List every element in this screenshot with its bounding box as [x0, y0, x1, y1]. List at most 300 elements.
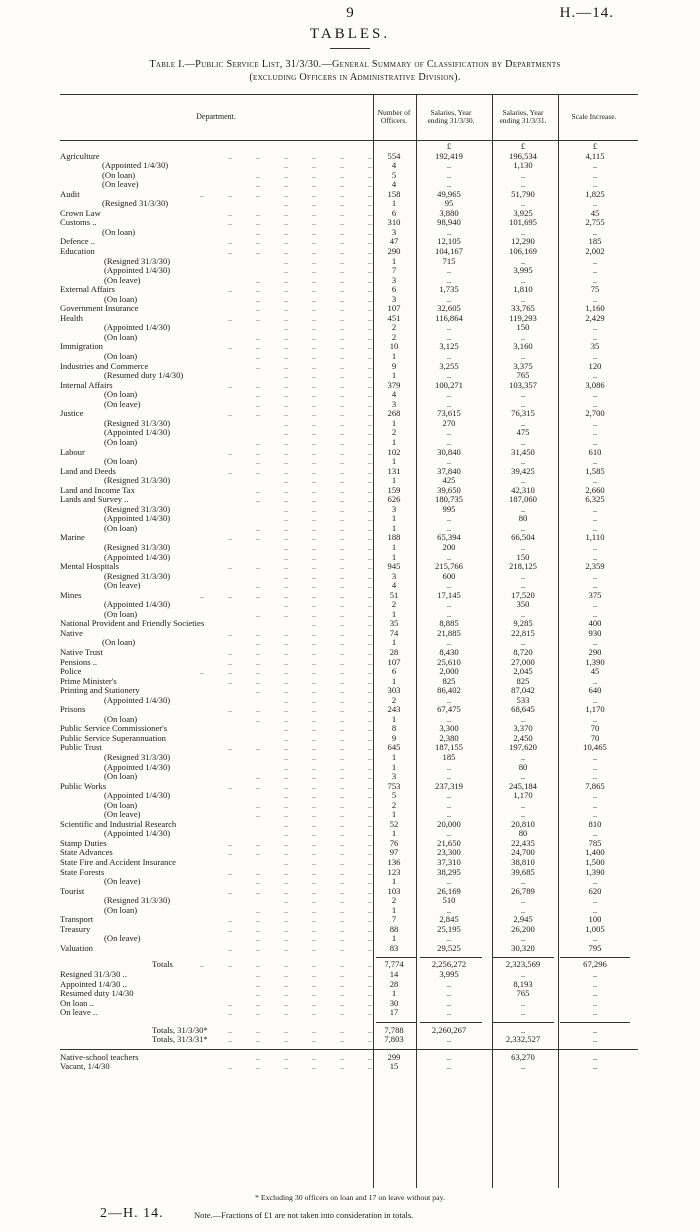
row-salary-1930: 49,965	[437, 188, 461, 199]
table-row	[60, 333, 638, 343]
table-row	[60, 696, 638, 706]
row-salary-1931: 30,320	[511, 942, 535, 953]
row-scale-increase: ..	[592, 417, 598, 428]
row-leader-dots: .. .. .. ..	[284, 428, 372, 438]
row-salary-1930: 2,845	[439, 914, 459, 925]
row-department: (Appointed 1/4/30)	[104, 266, 171, 276]
row-leader-dots: .. .. .. .. .. .. ..	[200, 960, 372, 970]
row-scale-increase: 400	[588, 618, 602, 629]
row-leader-dots: .. .. .. .. ..	[256, 294, 372, 304]
row-salary-1930: ..	[446, 522, 452, 533]
row-salary-1931: £	[520, 141, 526, 151]
row-department: Lands and Survey ..	[60, 495, 129, 505]
table-row	[60, 161, 638, 171]
row-salary-1930: ..	[446, 322, 452, 333]
row-scale-increase: ..	[592, 790, 598, 801]
row-scale-increase: 2,002	[585, 246, 605, 257]
row-number: 1	[391, 456, 397, 467]
row-number: 1	[391, 988, 397, 999]
table-row	[60, 562, 638, 572]
row-department: (On loan)	[104, 800, 138, 810]
row-department: Health	[60, 313, 83, 323]
row-leader-dots: .. .. .. .. ..	[256, 989, 372, 999]
table-row	[60, 323, 638, 333]
row-leader-dots: .. .. .. .. ..	[256, 304, 372, 314]
table-row	[60, 896, 638, 906]
row-leader-dots: .. .. .. .. .. ..	[228, 1035, 372, 1045]
row-number: 28	[389, 978, 399, 989]
row-salary-1930: ..	[446, 1007, 452, 1018]
row-leader-dots: .. .. .. .. .. ..	[228, 466, 372, 476]
row-scale-increase: 785	[588, 837, 602, 848]
row-department: Public Works	[60, 781, 107, 791]
row-scale-increase: 120	[588, 360, 602, 371]
row-number: 3	[391, 274, 397, 285]
table-row	[60, 820, 638, 830]
row-number: 310	[387, 217, 401, 228]
table-row	[60, 295, 638, 305]
row-number: 2	[391, 895, 397, 906]
table-row	[60, 448, 638, 458]
row-leader-dots: .. .. .. .. .. ..	[228, 781, 372, 791]
row-leader-dots: .. .. .. .. .. ..	[228, 838, 372, 848]
row-number: 15	[389, 1061, 399, 1072]
row-salary-1931: ..	[520, 398, 526, 409]
row-scale-increase: ..	[592, 541, 598, 552]
row-scale-increase: ..	[592, 551, 598, 562]
row-number: 4	[391, 580, 397, 591]
row-salary-1931: 38,810	[511, 857, 535, 868]
page-number: 9	[346, 5, 354, 21]
row-department: Prime Minister's	[60, 676, 117, 686]
row-salary-1931: 12,290	[511, 236, 535, 247]
row-scale-increase: 35	[590, 341, 600, 352]
page-reference: H.—14.	[559, 5, 614, 21]
row-leader-dots: .. .. .. ..	[284, 199, 372, 209]
row-salary-1931: ..	[520, 608, 526, 619]
row-salary-1930: 215,766	[435, 561, 463, 572]
row-salary-1931: 197,620	[509, 742, 537, 753]
row-number: 1	[391, 675, 397, 686]
row-scale-increase: 640	[588, 685, 602, 696]
row-scale-increase: ..	[592, 513, 598, 524]
row-number: 1	[391, 933, 397, 944]
row-department: Agriculture	[60, 151, 100, 161]
row-department: (Appointed 1/4/30)	[104, 428, 171, 438]
row-scale-increase: 1,585	[585, 465, 605, 476]
table-body	[60, 142, 638, 1072]
row-department: (Appointed 1/4/30)	[102, 161, 169, 171]
row-scale-increase: ..	[592, 503, 598, 514]
row-number: 3	[391, 226, 397, 237]
row-salary-1931: ..	[520, 169, 526, 180]
row-leader-dots: .. .. ..	[312, 619, 372, 629]
row-salary-1930: 20,000	[437, 818, 461, 829]
header-scale-increase: Scale Increase.	[571, 111, 617, 121]
row-department: (Resigned 31/3/30)	[104, 476, 171, 486]
row-salary-1930: 21,650	[437, 837, 461, 848]
row-scale-increase: ..	[592, 265, 598, 276]
row-leader-dots: .. .. .. .. .. ..	[228, 562, 372, 572]
row-number: 1	[391, 752, 397, 762]
row-salary-1931: 51,790	[511, 188, 535, 199]
row-salary-1931: 33,765	[511, 303, 535, 314]
table-row	[60, 419, 638, 429]
table-row	[60, 944, 638, 954]
row-leader-dots: .. .. .. .. ..	[256, 970, 372, 980]
row-number: 136	[387, 857, 401, 868]
row-department: Public Trust	[60, 743, 102, 753]
row-department: (On loan)	[104, 390, 138, 400]
row-department: (On loan)	[104, 352, 138, 362]
row-salary-1930: 2,380	[439, 732, 459, 743]
row-leader-dots: .. .. .. .. ..	[256, 390, 372, 400]
row-department: Public Service Superannuation	[60, 733, 166, 743]
total-rule	[420, 957, 482, 958]
row-scale-increase: ..	[592, 997, 598, 1008]
row-department: (On loan)	[104, 609, 138, 619]
row-department: (On loan)	[104, 523, 138, 533]
row-number: 7	[391, 914, 397, 925]
row-leader-dots: .. .. .. ..	[284, 266, 372, 276]
table-row	[60, 658, 638, 668]
row-number: 1	[391, 522, 397, 533]
row-number: 188	[387, 532, 401, 543]
row-number: 76	[389, 837, 399, 848]
row-scale-increase: 1,825	[585, 188, 605, 199]
row-department: (On leave)	[102, 180, 139, 190]
row-salary-1931: ..	[520, 351, 526, 362]
row-department: Police	[60, 667, 82, 677]
row-number: 6	[391, 207, 397, 218]
row-leader-dots: .. .. .. ..	[284, 858, 372, 868]
row-salary-1931: ..	[520, 1007, 526, 1018]
table-row	[60, 734, 638, 744]
table-row	[60, 1008, 638, 1018]
row-number: 9	[391, 732, 397, 743]
row-salary-1931: 8,720	[513, 646, 533, 657]
row-number: 88	[389, 923, 399, 934]
row-number: 3	[391, 398, 397, 409]
row-salary-1930: ..	[446, 1051, 452, 1062]
row-number: 1	[391, 761, 397, 772]
row-scale-increase: ..	[592, 293, 598, 304]
row-scale-increase: 620	[588, 885, 602, 896]
row-number: 1	[391, 370, 397, 381]
row-department: (Appointed 1/4/30)	[104, 552, 171, 562]
row-spacer	[60, 1045, 638, 1053]
row-leader-dots: .. .. .. ..	[284, 256, 372, 266]
row-salary-1931: ..	[520, 293, 526, 304]
table-row	[60, 839, 638, 849]
table-row	[60, 810, 638, 820]
row-department: Native Trust	[60, 647, 103, 657]
row-salary-1931: 9,285	[513, 618, 533, 629]
row-number: 1	[391, 876, 397, 887]
row-salary-1930: 180,735	[435, 494, 463, 505]
row-department: (Resumed duty 1/4/30)	[104, 371, 184, 381]
row-salary-1931: 765	[516, 988, 530, 999]
row-leader-dots: .. .. .. ..	[284, 542, 372, 552]
row-department: Resumed duty 1/4/30	[60, 989, 134, 999]
row-leader-dots: .. .. .. .. .. ..	[228, 657, 372, 667]
row-scale-increase: 45	[590, 666, 600, 677]
table-row	[60, 505, 638, 515]
total-rule	[560, 957, 630, 958]
table-row	[60, 848, 638, 858]
row-number: 1	[391, 475, 397, 486]
table-row	[60, 610, 638, 620]
row-department: Vacant, 1/4/30	[60, 1062, 110, 1072]
row-department: Justice	[60, 409, 84, 419]
row-scale-increase: ..	[592, 799, 598, 810]
caption-line-1: Table I.—Public Service List, 31/3/30.—General Summary of Classification by Departments	[149, 59, 561, 70]
row-salary-1931: 196,534	[509, 150, 537, 161]
row-salary-1930: 192,419	[435, 150, 463, 161]
row-salary-1931: 42,310	[511, 484, 535, 495]
row-department: Land and Income Tax	[60, 485, 135, 495]
total-rule	[376, 957, 416, 958]
row-number: 268	[387, 408, 401, 419]
row-leader-dots: .. .. .. .. ..	[256, 523, 372, 533]
row-salary-1930: 37,840	[437, 465, 461, 476]
page-footer: 2—H. 14.	[100, 1206, 164, 1221]
table-row	[60, 381, 638, 391]
table-header	[60, 96, 638, 138]
row-department: (On loan)	[104, 457, 138, 467]
row-number: 35	[389, 618, 399, 629]
row-scale-increase: 2,429	[585, 312, 605, 323]
table-row	[60, 989, 638, 999]
row-scale-increase: ..	[592, 1051, 598, 1062]
row-leader-dots: .. .. .. .. ..	[256, 437, 372, 447]
table-row	[60, 190, 638, 200]
row-department: (On loan)	[104, 772, 138, 782]
row-scale-increase: 45	[590, 207, 600, 218]
row-salary-1930: 65,394	[437, 532, 461, 543]
row-salary-1930: ..	[446, 771, 452, 782]
row-scale-increase: 6,325	[585, 494, 605, 505]
row-number: 4	[391, 389, 397, 400]
row-leader-dots: .. .. .. .. ..	[256, 800, 372, 810]
row-leader-dots: .. .. .. .. ..	[256, 810, 372, 820]
row-salary-1931: 20,810	[511, 818, 535, 829]
row-number: 74	[389, 627, 399, 638]
row-scale-increase: 2,755	[585, 217, 605, 228]
row-salary-1931: 2,945	[513, 914, 533, 925]
row-department: On loan ..	[60, 998, 94, 1008]
row-number: 1	[391, 417, 397, 428]
row-salary-1931: 3,160	[513, 341, 533, 352]
row-number: 10	[389, 341, 399, 352]
row-number: 1	[391, 713, 397, 724]
row-leader-dots: .. .. .. .. .. ..	[228, 647, 372, 657]
row-scale-increase: 1,390	[585, 656, 605, 667]
row-salary-1930: 37,310	[437, 857, 461, 868]
row-salary-1930: ..	[446, 1061, 452, 1072]
row-department: (On loan)	[104, 714, 138, 724]
row-department: Stamp Duties	[60, 838, 107, 848]
table-row	[60, 457, 638, 467]
row-leader-dots: .. .. .. .. .. ..	[228, 998, 372, 1008]
table-row	[60, 743, 638, 753]
row-department: (On leave)	[104, 275, 141, 285]
row-department: Industries and Commerce	[60, 361, 149, 371]
row-number: 626	[387, 494, 401, 505]
row-salary-1931: ..	[520, 771, 526, 782]
header-rule	[60, 140, 638, 141]
row-salary-1931: ..	[520, 522, 526, 533]
row-scale-increase: 1,160	[585, 303, 605, 314]
row-salary-1931: 106,169	[509, 246, 537, 257]
row-number: 7	[391, 265, 397, 276]
row-number: 107	[387, 303, 401, 314]
row-spacer	[60, 1018, 638, 1026]
row-number: 30	[389, 997, 399, 1008]
row-salary-1931: 76,315	[511, 408, 535, 419]
row-leader-dots: .. .. .. .. ..	[256, 609, 372, 619]
row-salary-1930: ..	[446, 904, 452, 915]
table-row	[60, 715, 638, 725]
table-row	[60, 209, 638, 219]
row-leader-dots: .. .. .. ..	[284, 504, 372, 514]
row-number: 17	[389, 1007, 399, 1018]
row-scale-increase: ..	[592, 969, 598, 980]
row-leader-dots: .. .. .. .. ..	[256, 399, 372, 409]
row-scale-increase: ..	[592, 713, 598, 724]
row-department: (On leave)	[104, 877, 141, 887]
row-salary-1931: 2,332,527	[505, 1034, 541, 1045]
row-department: Internal Affairs	[60, 380, 113, 390]
total-rule	[560, 1022, 630, 1023]
row-number: 645	[387, 742, 401, 753]
row-scale-increase: ..	[592, 895, 598, 906]
row-salary-1930: ..	[446, 436, 452, 447]
row-salary-1931: 3,995	[513, 265, 533, 276]
row-department: Customs ..	[60, 218, 97, 228]
row-salary-1930: 8,430	[439, 646, 459, 657]
row-department: Defence ..	[60, 237, 96, 247]
page-title: TABLES.	[309, 26, 391, 42]
row-number: 945	[387, 561, 401, 572]
row-department: Immigration	[60, 342, 103, 352]
row-number: 159	[387, 484, 401, 495]
row-number: 6	[391, 666, 397, 677]
row-department: Land and Deeds	[60, 466, 116, 476]
row-scale-increase: ..	[592, 570, 598, 581]
table-row	[60, 314, 638, 324]
row-number: 1	[391, 904, 397, 915]
row-number: 2	[391, 799, 397, 810]
row-leader-dots: .. .. .. .. .. ..	[228, 313, 372, 323]
row-salary-1930: ..	[446, 551, 452, 562]
row-salary-1930: ..	[446, 370, 452, 381]
header-salaries-1931: Salaries, Year ending 31/3/31.	[499, 107, 547, 125]
row-leader-dots: .. .. .. .. ..	[256, 934, 372, 944]
table-row	[60, 180, 638, 190]
row-department: National Provident and Friendly Societies	[60, 619, 205, 629]
table-row	[60, 705, 638, 715]
row-salary-1931: ..	[520, 389, 526, 400]
row-department: (Resigned 31/3/30)	[104, 418, 171, 428]
row-leader-dots: .. .. .. .. ..	[256, 772, 372, 782]
row-number: 4	[391, 160, 397, 171]
row-salary-1931: ..	[520, 933, 526, 944]
row-salary-1931: 39,425	[511, 465, 535, 476]
row-number: 1	[391, 198, 397, 209]
row-salary-1930: 270	[442, 417, 456, 428]
table-row	[60, 877, 638, 887]
row-salary-1931: 2,450	[513, 732, 533, 743]
row-number: 107	[387, 656, 401, 667]
table-row	[60, 970, 638, 980]
row-number: 28	[389, 646, 399, 657]
row-salary-1931: ..	[520, 904, 526, 915]
row-salary-1930: ..	[446, 293, 452, 304]
row-scale-increase: ..	[592, 933, 598, 944]
row-salary-1931: ..	[520, 752, 526, 762]
row-department: (Resigned 31/3/30)	[104, 896, 171, 906]
row-salary-1930: 2,000	[439, 666, 459, 677]
row-department: (Appointed 1/4/30)	[104, 695, 171, 705]
row-salary-1930: 95	[444, 198, 454, 209]
row-salary-1930: 3,995	[439, 969, 459, 980]
row-number: 1	[391, 809, 397, 820]
row-salary-1931: 22,435	[511, 837, 535, 848]
row-department: External Affairs	[60, 285, 115, 295]
row-salary-1931: 1,810	[513, 284, 533, 295]
row-salary-1931: ..	[520, 503, 526, 514]
table-row	[60, 868, 638, 878]
row-salary-1930: 3,255	[439, 360, 459, 371]
row-salary-1931: ..	[520, 580, 526, 591]
row-department: (On loan)	[102, 170, 136, 180]
row-leader-dots: .. .. .. .. ..	[256, 227, 372, 237]
row-salary-1930: 25,610	[437, 656, 461, 667]
row-scale-increase: 2,359	[585, 561, 605, 572]
row-number: 9	[391, 360, 397, 371]
row-number: 97	[389, 847, 399, 858]
row-scale-increase: 610	[588, 446, 602, 457]
table-row	[60, 934, 638, 944]
row-salary-1931: 27,000	[511, 656, 535, 667]
row-leader-dots: .. .. .. .. ..	[256, 714, 372, 724]
row-scale-increase: ..	[592, 322, 598, 333]
table-row	[60, 467, 638, 477]
row-leader-dots: .. .. .. .. .. ..	[228, 447, 372, 457]
row-number: 2	[391, 322, 397, 333]
row-number: 1	[391, 513, 397, 524]
row-department: Totals	[152, 960, 173, 970]
row-salary-1931: ..	[520, 226, 526, 237]
row-scale-increase: 70	[590, 732, 600, 743]
table-row	[60, 763, 638, 773]
row-number: 1	[391, 608, 397, 619]
row-scale-increase: ..	[592, 274, 598, 285]
row-scale-increase: ..	[592, 809, 598, 820]
row-salary-1931: ..	[520, 637, 526, 648]
row-leader-dots: .. .. .. .. ..	[256, 170, 372, 180]
row-salary-1930: 98,940	[437, 217, 461, 228]
row-salary-1930: 510	[442, 895, 456, 906]
table-row	[60, 648, 638, 658]
table-row	[60, 257, 638, 267]
row-scale-increase: 1,170	[585, 704, 605, 715]
row-salary-1930: 39,650	[437, 484, 461, 495]
row-department: (Appointed 1/4/30)	[104, 323, 171, 333]
row-salary-1930: 200	[442, 541, 456, 552]
table-row	[60, 600, 638, 610]
